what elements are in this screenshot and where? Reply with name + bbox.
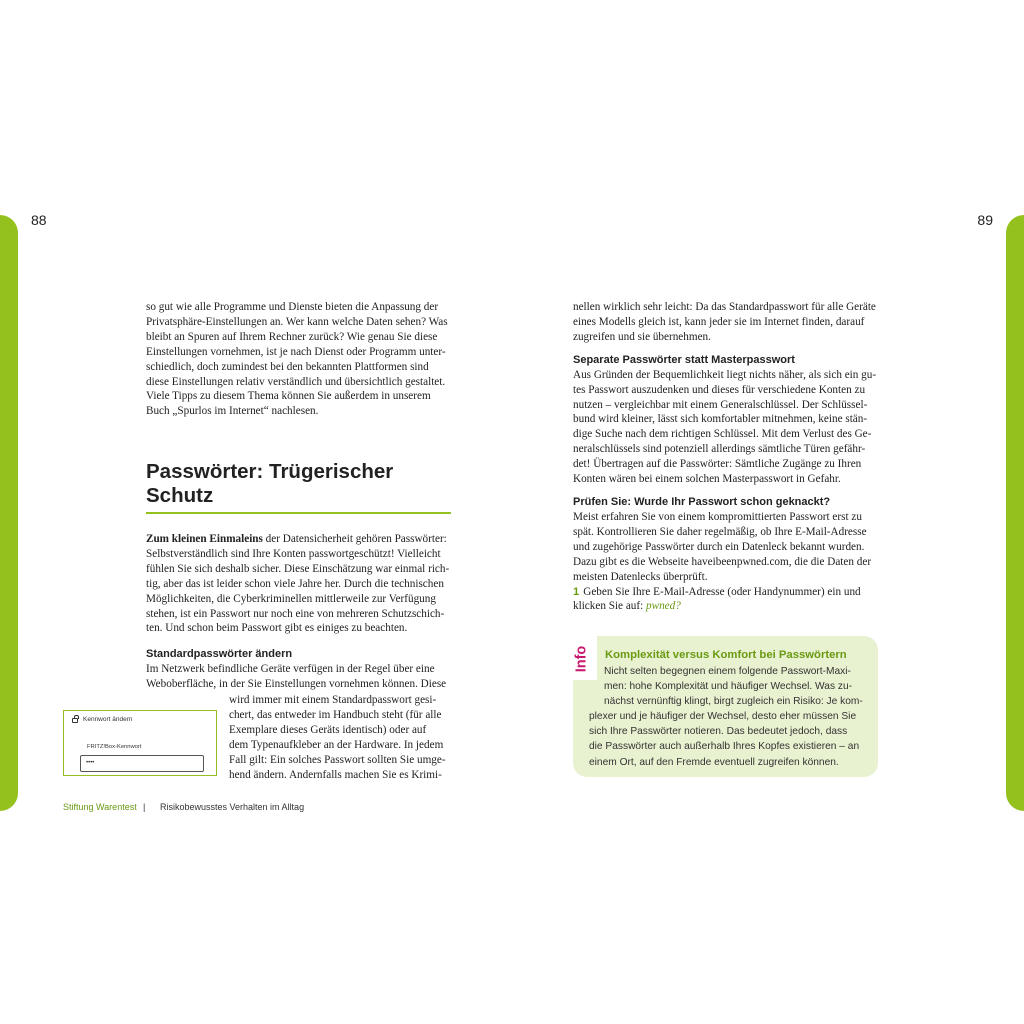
info-box-title: Komplexität versus Komfort bei Passwörtern bbox=[605, 649, 847, 661]
section-check-password bbox=[573, 495, 878, 614]
text-line: tes Passwort auszudenken und dieses für verschiedene Konten zu bbox=[573, 383, 866, 396]
text-line: bund wird kleiner, lässt sich komfortabler mitnehmen, keine stän- bbox=[573, 413, 868, 426]
step-text-cont: klicken Sie auf: bbox=[573, 600, 647, 613]
continued-paragraph bbox=[573, 300, 878, 345]
left-edge-tab bbox=[0, 215, 18, 811]
figure-field-label: FRITZ!Box-Kennwort bbox=[87, 744, 142, 750]
text-line: Nicht selten begegnen einem folgende Passwort-Maxi- bbox=[604, 666, 851, 677]
text-line: fühlen Sie sich deshalb sicher. Diese Einschätzung war einmal rich- bbox=[146, 562, 450, 575]
text-line: die Passwörter auch außerhalb Ihres Kopfes existieren – an bbox=[589, 741, 860, 753]
text-line: spät. Kontrollieren Sie daher regelmäßig, ob Ihre E-Mail-Adresse bbox=[573, 525, 867, 538]
pwned-button-reference: pwned? bbox=[646, 600, 681, 613]
figure-title: Kennwort ändern bbox=[83, 716, 133, 723]
wrapped-text bbox=[229, 693, 451, 782]
text-line: Aus Gründen der Bequemlichkeit liegt nichts näher, als sich ein gu- bbox=[573, 368, 877, 381]
step-text: Geben Sie Ihre E-Mail-Adresse (oder Handynummer) ein und bbox=[583, 585, 861, 598]
text-line: Konten wären bei einem solchen Masterpasswort in Gefahr. bbox=[573, 473, 841, 486]
text-line: chert, das entweder im Handbuch steht (für alle bbox=[229, 708, 442, 721]
password-dialog-figure bbox=[63, 710, 217, 776]
text-line: Exemplare dieses Geräts identisch) oder auf bbox=[229, 723, 427, 736]
chapter-title bbox=[146, 460, 451, 514]
right-edge-tab bbox=[1006, 215, 1024, 811]
text-line: Weboberfläche, in der Sie Einstellungen vornehmen können. Diese bbox=[146, 677, 447, 690]
text-line: dem Typenaufkleber an der Hardware. In jedem bbox=[229, 738, 444, 751]
step-item bbox=[573, 585, 878, 600]
text-line: dige Suche nach dem richtigen Schlüssel. Mit dem Verlust des Ge- bbox=[573, 428, 872, 441]
section-heading: Prüfen Sie: Wurde Ihr Passwort schon geknackt? bbox=[573, 495, 831, 508]
left-lead-paragraph bbox=[146, 300, 451, 419]
text-line: wird immer mit einem Standardpasswort gesi- bbox=[229, 694, 437, 706]
text-line: so gut wie alle Programme und Dienste bieten die Anpassung der bbox=[146, 301, 439, 313]
text-line: men: hohe Komplexität und häufiger Wechsel. Was zu- bbox=[604, 681, 853, 693]
page-number-right: 89 bbox=[977, 212, 993, 228]
right-column bbox=[573, 300, 878, 614]
text-line: zugreifen und sie übernehmen. bbox=[573, 330, 711, 343]
intro-paragraph bbox=[146, 532, 451, 636]
text-line: diese Einstellungen relativ verständlich und übersichtlich gestaltet. bbox=[146, 375, 446, 388]
text-line: und zugehörige Passwörter durch ein Datenleck bekannt wurden. bbox=[573, 540, 865, 553]
text-line: nächst vernünftig klingt, birgt zugleich ein Risiko: Je kom- bbox=[604, 696, 863, 708]
figure-header bbox=[72, 716, 133, 723]
intro-bold-lead: Zum kleinen Einmaleins bbox=[146, 533, 263, 545]
footer-separator: | bbox=[143, 802, 146, 812]
text-line: neralschlüssels sind potenziell allerdings sämtliche Türen gefähr- bbox=[573, 443, 866, 456]
text-line: Im Netzwerk befindliche Geräte verfügen in der Regel über eine bbox=[146, 663, 435, 675]
text-line bbox=[146, 532, 451, 547]
text-line: Viele Tipps zu diesem Thema können Sie außerdem in unserem bbox=[146, 390, 431, 403]
text-line: Möglichkeiten, die Cyberkriminellen mittlerweile zur Verfügung bbox=[146, 592, 436, 605]
text-line: sich Ihre Passwörter notieren. Das bedeutet jedoch, dass bbox=[589, 726, 848, 738]
text-line: meisten Datenlecks überprüft. bbox=[573, 570, 708, 583]
text-line: Privatsphäre-Einstellungen an. Wer kann welche Daten sehen? Was bbox=[146, 315, 448, 328]
step-number: 1 bbox=[573, 585, 580, 598]
text-line: Dazu gibt es die Webseite haveibeenpwned.com, die die Daten der bbox=[573, 555, 872, 568]
text-line: bleibt an Spuren auf Ihrem Rechner zurück? Wie genau Sie diese bbox=[146, 330, 438, 343]
text-line: Einstellungen vornehmen, ist je nach Dienst oder Programm unter- bbox=[146, 345, 446, 358]
section-standard-passwords bbox=[146, 647, 451, 692]
text-line bbox=[573, 599, 878, 614]
text-line: Fall gilt: Ein solches Passwort sollten Sie umge- bbox=[229, 753, 446, 766]
text-line: plexer und je häufiger der Wechsel, desto eher müssen Sie bbox=[589, 711, 857, 723]
text-line: ten. Und schon beim Passwort gibt es einiges zu beachten. bbox=[146, 622, 408, 635]
footer-brand: Stiftung Warentest bbox=[63, 802, 137, 812]
text-line: tig, aber das ist leider schon viele Jahre her. Durch die technischen bbox=[146, 577, 444, 590]
text-line: det! Übertragen auf die Passwörter: Sämtliche Zugänge zu Ihren bbox=[573, 458, 862, 471]
section-heading: Standardpasswörter ändern bbox=[146, 648, 293, 660]
text-line: Meist erfahren Sie von einem kompromittierten Passwort erst zu bbox=[573, 510, 862, 523]
text-line: stehen, ist ein Passwort nur noch eine von mehreren Schutzschich- bbox=[146, 607, 445, 620]
section-separate-passwords bbox=[573, 353, 878, 487]
intro-rest: der Datensicherheit gehören Passwörter: bbox=[262, 533, 447, 545]
text-line: nutzen – vergleichbar mit einem Generalschlüssel. Der Schlüssel- bbox=[573, 398, 868, 411]
text-line: eines Modells gleich ist, kann jeder sie im Internet finden, darauf bbox=[573, 315, 865, 328]
text-line: Selbstverständlich sind Ihre Konten passwortgeschützt! Vielleicht bbox=[146, 547, 441, 560]
figure-password-input: •••• bbox=[80, 755, 204, 772]
text-line: Buch „Spurlos im Internet“ nachlesen. bbox=[146, 405, 319, 418]
chapter-title-line-1: Passwörter: Trügerischer bbox=[146, 460, 394, 483]
chapter-title-line-2: Schutz bbox=[146, 484, 214, 507]
info-label-text: Info bbox=[573, 645, 590, 673]
section-heading: Separate Passwörter statt Masterpasswort bbox=[573, 353, 795, 366]
lock-icon bbox=[72, 718, 78, 723]
text-line: nellen wirklich sehr leicht: Da das Standardpasswort für alle Geräte bbox=[573, 301, 876, 313]
info-box-body bbox=[589, 664, 868, 770]
page-number-left: 88 bbox=[31, 212, 47, 228]
text-line: schiedlich, doch zumindest bei den bekannten Plattformen sind bbox=[146, 360, 429, 373]
footer-chapter: Risikobewusstes Verhalten im Alltag bbox=[160, 802, 305, 812]
text-line: hend ändern. Andernfalls machen Sie es Krimi- bbox=[229, 768, 442, 781]
text-line: einem Ort, auf den Fremde eventuell zugreifen können. bbox=[589, 756, 839, 768]
